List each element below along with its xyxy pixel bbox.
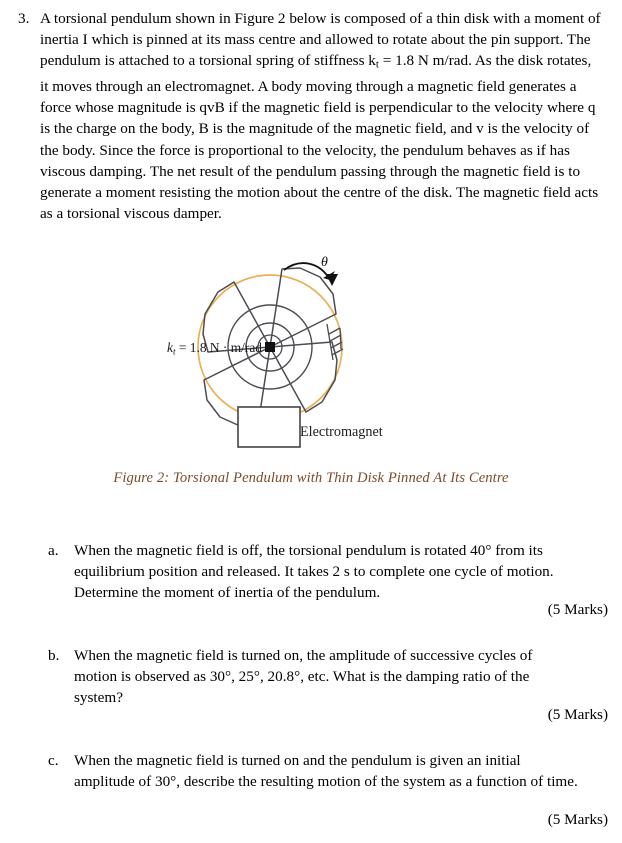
intro-text-part-1: A torsional pendulum shown in Figure 2 below is composed of a thin disk with a moment of inertia I which is pinned at its mass centre and allowed to rotate about the pin support. The pendulum is attached to a torsional spring of stiffness k	[40, 10, 601, 70]
kt-subscript: t	[375, 58, 379, 71]
blade-upper-right	[270, 268, 336, 347]
spring-stiffness-label	[167, 340, 262, 357]
subquestion-b-text: When the magnetic field is turned on, the amplitude of successive cycles of motion is observed as 30°, 25°, 20.8°, etc. What is the damping ratio of the system?	[74, 647, 533, 707]
subquestion-b-marks: (5 Marks)	[547, 706, 608, 723]
question-body	[40, 8, 608, 224]
subquestion-a	[48, 540, 608, 604]
subquestion-c-marks: (5 Marks)	[547, 811, 608, 828]
kt-symbol: k	[167, 340, 173, 355]
figure-2	[0, 252, 622, 452]
subquestion-c-text: When the magnetic field is turned on and the pendulum is given an initial amplitude of 30°, describe the resulting motion of the system as a function of time.	[74, 752, 578, 791]
subquestion-a-marks: (5 Marks)	[547, 601, 608, 618]
theta-symbol-label: θ	[321, 255, 328, 270]
question-3-block	[14, 8, 608, 224]
kt-symbol-subscript: t	[172, 347, 176, 358]
question-intro-paragraph	[40, 8, 602, 224]
subquestion-c	[48, 750, 608, 792]
intro-text-part-2: = 1.8 N m/rad. As the disk rotates, it moves through an electromagnet. A body moving through a magnetic field generates a force whose magnitude is qvB if the magnetic field is perpendicular to the velocity where q is the charge on the body, B is the magnitude of the magnetic field, and v is the velocity of the body. Since the force is proportional to the velocity, the pendulum behaves as if has viscous damping. The net result of the pendulum passing through the magnetic field is to generate a moment resisting the motion about the centre of the disk. The magnetic field acts as a torsional viscous damper.	[40, 52, 599, 223]
subquestion-a-text: When the magnetic field is off, the torsional pendulum is rotated 40° from its equilibrium position and released. It takes 2 s to complete one cycle of motion. Determine the moment of inertia of the pendulum.	[74, 542, 554, 602]
kt-value: = 1.8 N · m/rad	[175, 340, 262, 355]
question-number: 3.	[18, 10, 30, 27]
figure-caption: Figure 2: Torsional Pendulum with Thin Disk Pinned At Its Centre	[113, 470, 509, 486]
electromagnet-label: Electromagnet	[300, 424, 383, 440]
subquestion-c-letter: c.	[48, 752, 59, 769]
subquestion-a-letter: a.	[48, 542, 59, 559]
subquestion-b-letter: b.	[48, 647, 60, 664]
pin-hub-square	[265, 342, 275, 352]
subquestion-b	[48, 645, 608, 709]
theta-rotation-arrow	[284, 263, 338, 286]
electromagnet-box	[238, 407, 300, 447]
